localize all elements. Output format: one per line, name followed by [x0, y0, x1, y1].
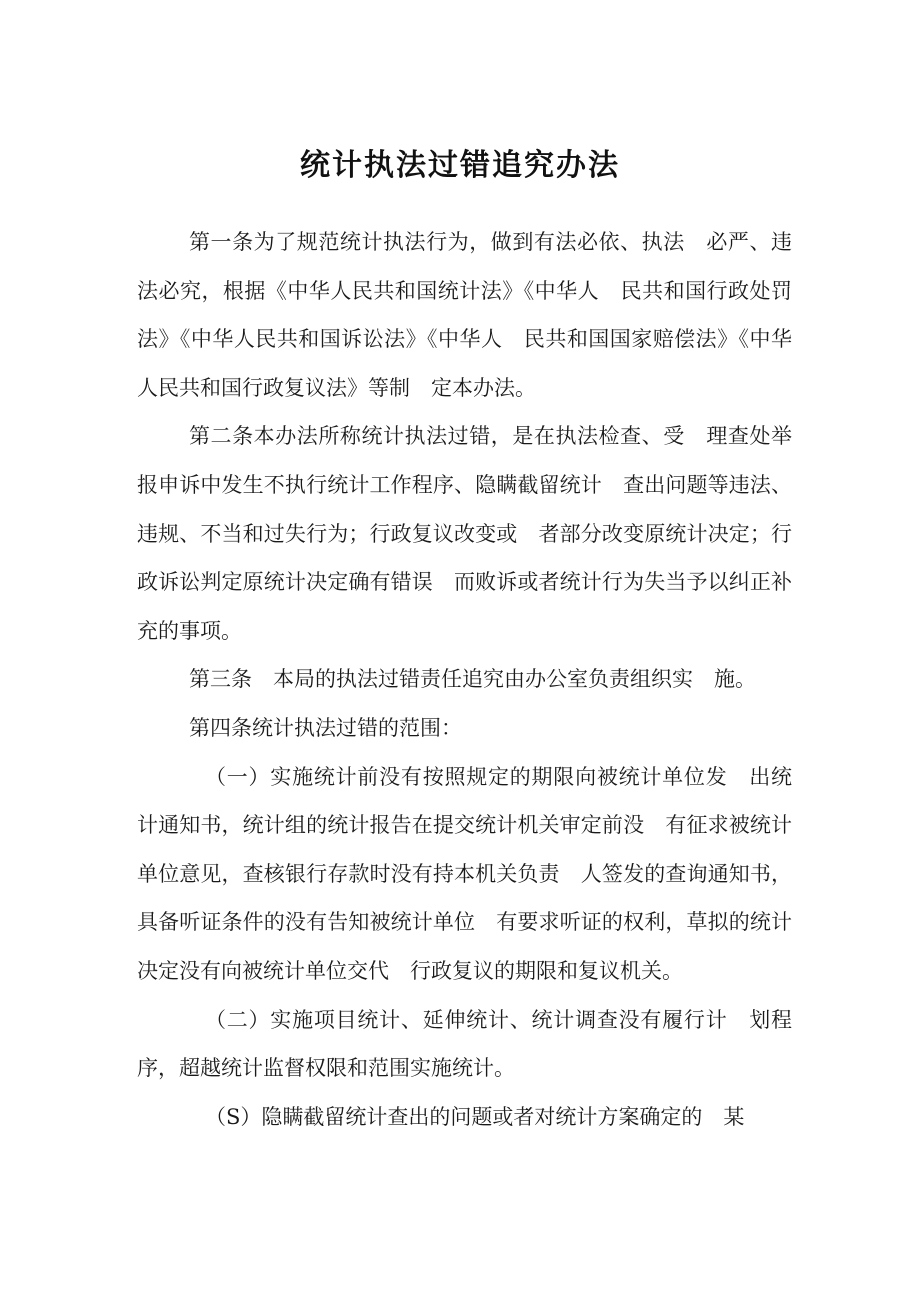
- article-4-item-2: （二）实施项目统计、延伸统计、统计调查没有履行计 划程序，超越统计监督权限和范围实施统计。: [137, 1007, 792, 1081]
- article-3-paragraph: 第三条 本局的执法过错责任追究由办公室负责组织实 施。: [189, 667, 756, 692]
- article-4-item-3: （S）隐瞒截留统计查出的问题或者对统计方案确定的 某: [205, 1104, 745, 1129]
- document-title: 统计执法过错追究办法: [300, 148, 620, 183]
- article-1-paragraph: 第一条为了规范统计执法行为，做到有法必依、执法 必严、违法必究，根据《中华人民共和国统计法》《中华人 民共和国行政处罚法》《中华人民共和国诉讼法》《中华人 民共和国国家赔偿法》《中华人民共和国行政复议法》等制 定本办法。: [137, 230, 792, 400]
- article-4-item-1: （一）实施统计前没有按照规定的期限向被统计单位发 出统计通知书，统计组的统计报告在提交统计机关审定前没 有征求被统计单位意见，查核银行存款时没有持本机关负责 人签发的查询通知书，具备听证条件的没有告知被统计单位 有要求听证的权利，草拟的统计决定没有向被统计单位交代 行政复议的期限和复议机关。: [137, 764, 792, 983]
- article-2-paragraph: 第二条本办法所称统计执法过错，是在执法检查、受 理查处举报申诉中发生不执行统计工作程序、隐瞒截留统计 查出问题等违法、违规、不当和过失行为；行政复议改变或 者部分改变原统计决定；行政诉讼判定原统计决定确有错误 而败诉或者统计行为失当予以纠正补充的事项。: [137, 424, 792, 643]
- document-body: [137, 218, 792, 1141]
- article-4-paragraph: 第四条统计执法过错的范围：: [189, 715, 462, 740]
